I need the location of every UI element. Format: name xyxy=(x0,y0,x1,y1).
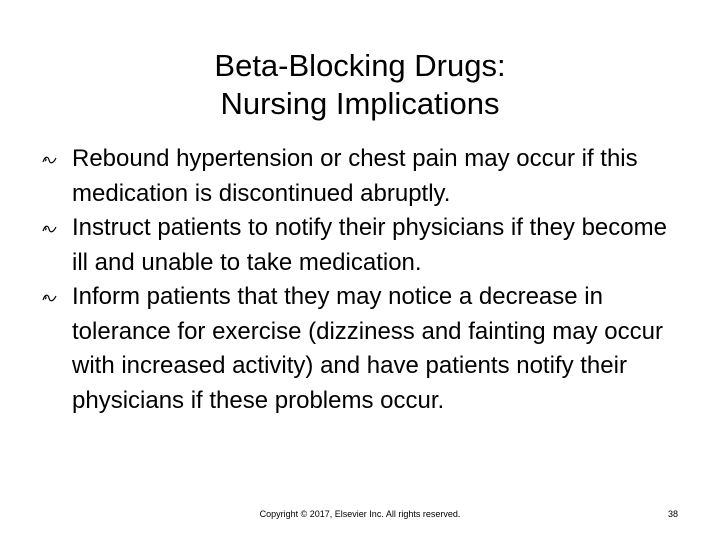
leaf-swirl-icon xyxy=(42,293,57,303)
slide-title-line-1: Beta-Blocking Drugs: xyxy=(214,47,506,83)
leaf-swirl-icon xyxy=(42,224,57,234)
bullet-text: Inform patients that they may notice a decrease in tolerance for exercise (dizziness and fainting may occur with increased activity) and have patients notify their physicians if these problems occur. xyxy=(72,283,663,414)
copyright-footer: Copyright © 2017, Elsevier Inc. All rights reserved. xyxy=(259,509,461,519)
bullet-text: Instruct patients to notify their physicians if they become ill and unable to take medication. xyxy=(72,214,667,276)
slide-title-line-2: Nursing Implications xyxy=(220,85,500,121)
bullet-text: Rebound hypertension or chest pain may occur if this medication is discontinued abruptly. xyxy=(72,145,638,207)
slide-title xyxy=(0,47,720,123)
bullet-list xyxy=(42,142,682,418)
bullet-item xyxy=(42,142,682,211)
page-number: 38 xyxy=(667,509,678,519)
leaf-swirl-icon xyxy=(42,155,57,165)
bullet-item xyxy=(42,280,682,418)
bullet-item xyxy=(42,211,682,280)
